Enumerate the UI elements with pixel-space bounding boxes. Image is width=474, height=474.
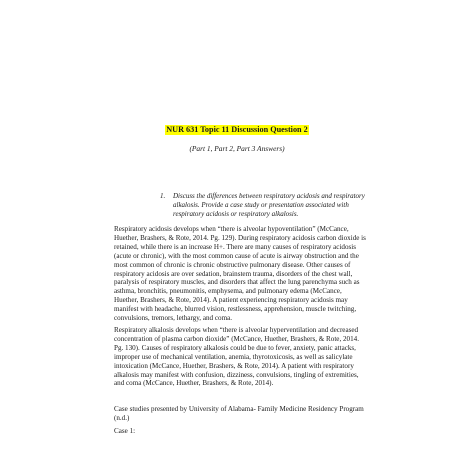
document-subtitle: (Part 1, Part 2, Part 3 Answers) bbox=[189, 144, 285, 153]
question-text: Discuss the differences between respiratory acidosis and respiratory alkalosis. Provide a case study or presentation associated with respiratory acidosis or respiratory alkalosis. bbox=[173, 192, 365, 218]
title-line bbox=[0, 125, 474, 135]
paragraph-respiratory-alkalosis: Respiratory alkalosis develops when “there is alveolar hyperventilation and decreased concentration of plasma carbon dioxide” (McCance, Huether, Brashers, & Rote, 2014. Pg. 130). Causes of respiratory alkalosis could be due to fever, anxiety, panic attacks, improper use of mechanical ventilation, anemia, thyrotoxicosis, as well as salicylate intoxication (McCance, Huether, Brashers, & Rote, 2014). A patient with respiratory alkalosis may manifest with confusion, dizziness, convulsions, tingling of extremities, and coma (McCance, Huether, Brashers, & Rote, 2014). bbox=[114, 326, 359, 388]
paragraph-case-studies-source: Case studies presented by University of Alabama- Family Medicine Residency Program (n.d.) bbox=[114, 405, 364, 422]
paragraph-case-1-heading: Case 1: bbox=[114, 427, 136, 435]
paragraph-respiratory-acidosis: Respiratory acidosis develops when “there is alveolar hypoventilation” (McCance, Huether, Brashers, & Rote, 2014. Pg. 129). During respiratory acidosis carbon dioxide is retained, while there is an increase H+. There are many causes of respiratory acidosis (acute or chronic), with the most common cause of acute is airway obstruction and the most common of chronic is chronic obstructive pulmonary disease. Other causes of respiratory acidosis are over sedation, brainstem trauma, disorders of the chest wall, paralysis of respiratory muscles, and disorders that affect the lung parenchyma such as asthma, bronchitis, pneumonitis, emphysema, and pulmonary edema (McCance, Huether, Brashers, & Rote, 2014). A patient experiencing respiratory acidosis may manifest with headache, blurred vision, restlessness, apprehension, muscle twitching, convulsions, tremors, lethargy, and coma. bbox=[114, 225, 366, 323]
document-title: NUR 631 Topic 11 Discussion Question 2 bbox=[166, 125, 308, 134]
question-number: 1. bbox=[160, 192, 166, 200]
question-item bbox=[160, 192, 373, 219]
